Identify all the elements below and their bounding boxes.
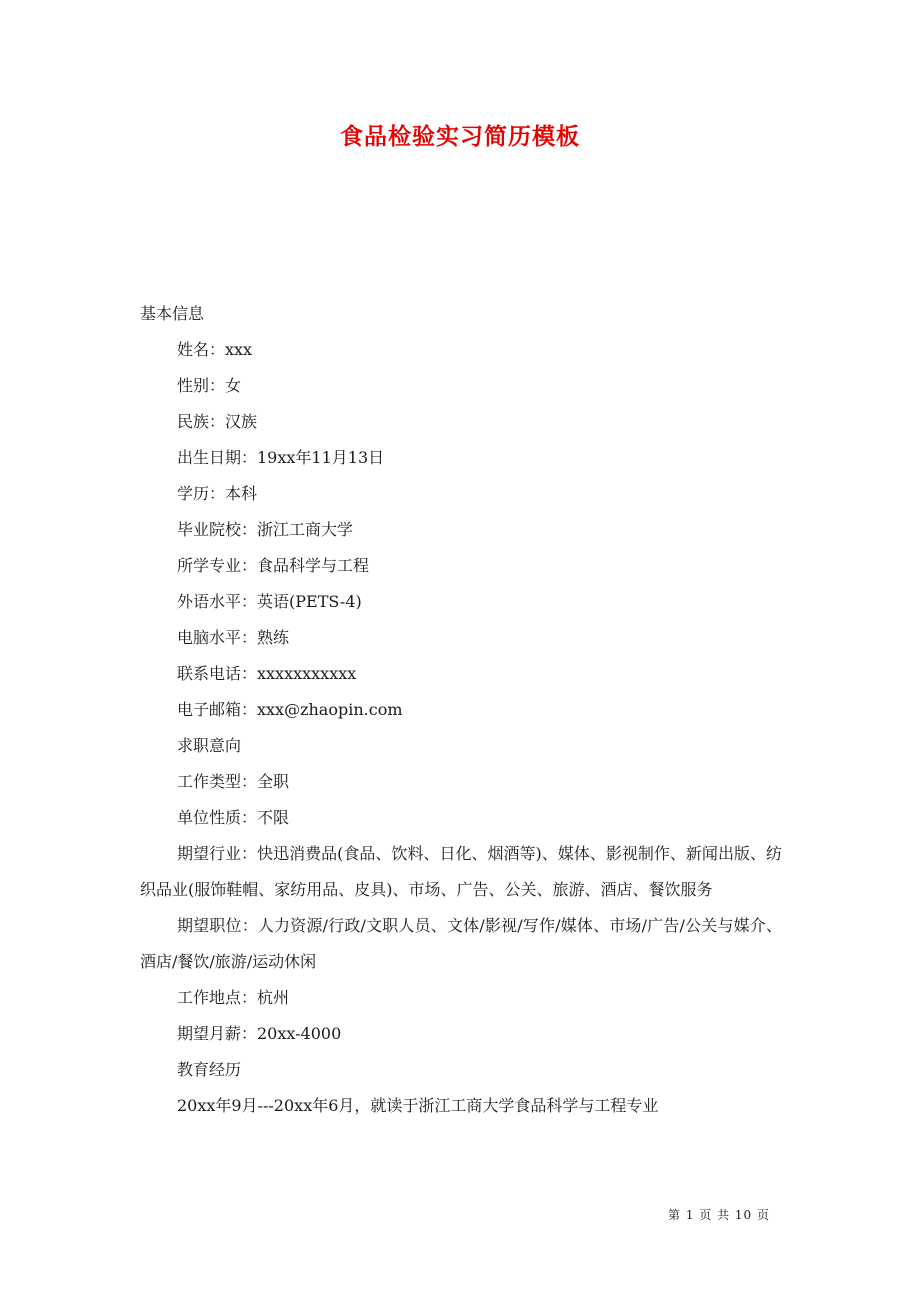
field-education-level: 学历：本科 — [177, 484, 258, 503]
field-expected-industry: 期望行业：快迅消费品(食品、饮料、日化、烟酒等)、媒体、影视制作、新闻出版、纺织品业(服饰鞋帽、家纺用品、皮具)、市场、广告、公关、旅游、酒店、餐饮服务 — [140, 844, 782, 899]
field-school: 毕业院校：浙江工商大学 — [177, 520, 354, 539]
field-name: 姓名：xxx — [177, 340, 253, 359]
field-ethnicity: 民族：汉族 — [177, 412, 258, 431]
education-entry: 20xx年9月---20xx年6月，就读于浙江工商大学食品科学与工程专业 — [177, 1096, 659, 1115]
field-language: 外语水平：英语(PETS-4) — [177, 592, 362, 611]
field-gender: 性别：女 — [177, 376, 242, 395]
field-company-type: 单位性质：不限 — [177, 808, 290, 827]
field-work-location: 工作地点：杭州 — [177, 988, 290, 1007]
page-number-footer: 第 1 页 共 10 页 — [668, 1208, 770, 1222]
document-title: 食品检验实习简历模板 — [340, 124, 580, 150]
field-major: 所学专业：食品科学与工程 — [177, 556, 370, 575]
field-email: 电子邮箱：xxx@zhaopin.com — [177, 700, 403, 719]
field-expected-position: 期望职位：人力资源/行政/文职人员、文体/影视/写作/媒体、市场/广告/公关与媒介、酒店/餐饮/旅游/运动休闲 — [140, 916, 782, 971]
basic-info-heading: 基本信息 — [140, 304, 205, 323]
field-birthdate: 出生日期：19xx年11月13日 — [177, 448, 385, 467]
field-job-type: 工作类型：全职 — [177, 772, 290, 791]
field-phone: 联系电话：xxxxxxxxxxx — [177, 664, 357, 683]
field-expected-salary: 期望月薪：20xx-4000 — [177, 1024, 342, 1043]
education-heading: 教育经历 — [177, 1060, 242, 1079]
field-computer-skill: 电脑水平：熟练 — [177, 628, 290, 647]
job-intent-heading: 求职意向 — [177, 736, 242, 755]
document-body — [140, 296, 782, 1124]
